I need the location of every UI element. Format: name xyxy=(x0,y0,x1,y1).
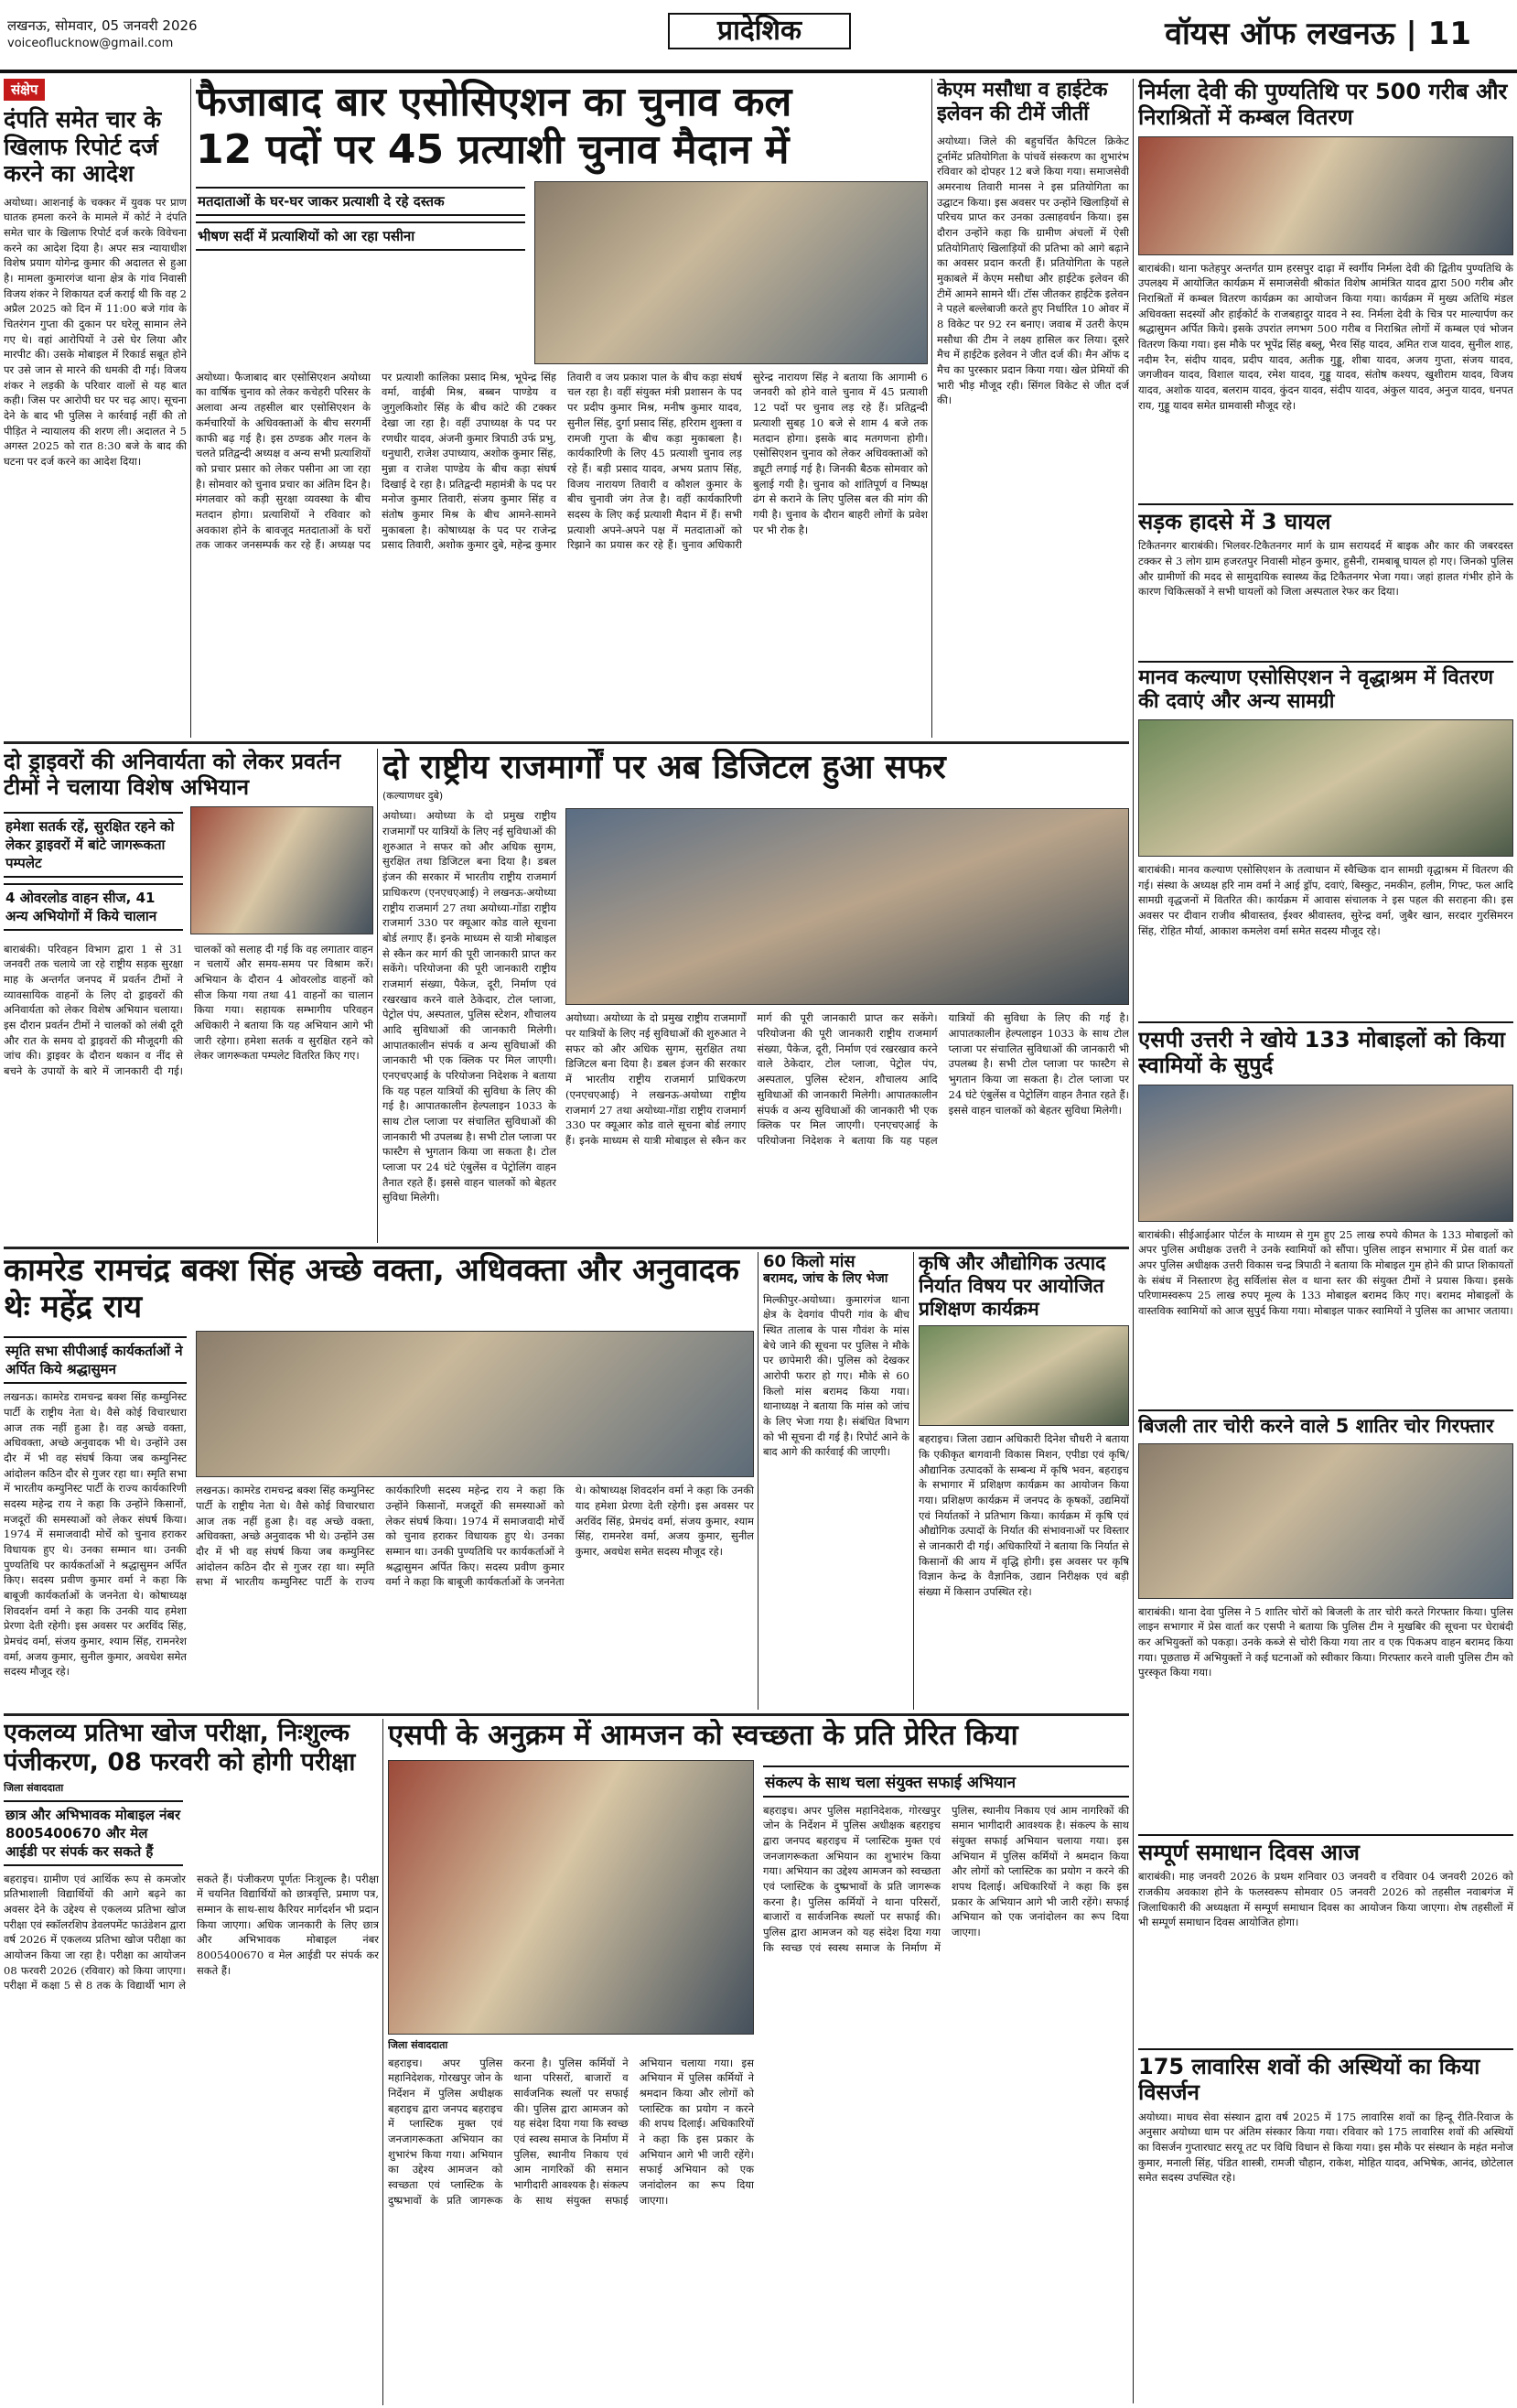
drivers-article xyxy=(4,749,373,1243)
lawaris-article xyxy=(1138,2048,1513,2405)
highway-article xyxy=(382,749,1129,1243)
accident-article xyxy=(1138,503,1513,659)
swachhta-photo xyxy=(388,1760,754,2035)
highway-body-2: अयोध्या। अयोध्या के दो प्रमुख राष्ट्रीय राजमार्गों पर यात्रियों के लिए नई सुविधाओं की शुरुआत ने सफर को और अधिक सुगम, सुरक्षित तथा डिजिटल बना दिया है। डबल इंजन की सरकार में भारतीय राष्ट्रीय राजमार्ग प्राधिकरण (एनएचएआई) ने लखनऊ-अयोध्या राष्ट्रीय राजमार्ग 27 तथा अयोध्या-गोंडा राष्ट्रीय राजमार्ग 330 पर क्यूआर कोड वाले सूचना बोर्ड लगाए हैं। इनके माध्यम से यात्री मोबाइल से स्कैन कर मार्ग की पूरी जानकारी प्राप्त कर सकेंगे। परियोजना की पूरी जानकारी राष्ट्रीय राजमार्ग संख्या, पैकेज, दूरी, निर्माण एवं रखरखाव करने वाले ठेकेदार, टोल प्लाजा, पेट्रोल पंप, अस्पताल, पुलिस स्टेशन, शौचालय आदि सुविधाओं की जानकारी मिलेगी। आपातकालीन संपर्क व अन्य सुविधाओं की जानकारी भी एक क्लिक पर मिल जाएगी। एनएचएआई के परियोजना निदेशक ने बताया कि यह पहल यात्रियों की सुविधा के लिए की गई है। आपातकालीन हेल्पलाइन 1033 के साथ टोल प्लाजा पर संचालित सुविधाओं की जानकारी भी उपलब्ध है। सभी टोल प्लाजा पर फास्टैग से भुगतान किया जा सकता है। टोल प्लाजा पर 24 घंटे एंबुलेंस व पेट्रोलिंग वाहन तैनात रहते हैं। इससे वाहन चालकों को बेहतर सुविधा मिलेगी। xyxy=(565,1011,1129,1147)
wire-headline: बिजली तार चोरी करने वाले 5 शातिर चोर गिरफ्तार xyxy=(1138,1409,1513,1438)
lead-body: अयोध्या। फैजाबाद बार एसोसिएशन अयोध्या का वार्षिक चुनाव को लेकर कचेहरी परिसर के अलावा अन्य तहसील बार एसोसिएशन के कर्मचारियों के अधिवक्ताओं के बीच सरगर्मी काफी बढ़ गई है। इस ठण्डक और गलन के चलते प्रतिद्वन्दी अध्यक्ष व अन्य सभी प्रत्याशियों को प्रचार प्रसार को लेकर पसीना आ जा रहा है। सोमवार को चुनाव प्रचार का अंतिम दिन है। मंगलवार को कड़ी सुरक्षा व्यवस्था के बीच मतदान होगा। प्रत्याशियों ने रविवार को अवकाश होने के बावजूद मतदाताओं के घरों तक जाकर जनसम्पर्क कर रहे हैं। अध्यक्ष पद पर प्रत्याशी कालिका प्रसाद मिश्र, भूपेन्द्र सिंह वर्मा, वाईबी मिश्र, बब्बन पाण्डेय व जुगुलकिशोर सिंह के बीच कांटे की टक्कर देखा जा रहा है। वहीं उपाध्यक्ष के पद पर रणधीर यादव, अंजनी कुमार त्रिपाठी उर्फ प्रभु, धनुधारी, राजेश उपाध्याय, अशोक कुमार सिंह, मुन्ना व राजेश पाण्डेय के बीच कड़ा संघर्ष दिखाई दे रहा है। प्रतिद्वन्दी महामंत्री के पद पर मनोज कुमार तिवारी, संजय कुमार सिंह व संतोष कुमार मिश्र के बीच आमने-सामने मुकाबला है। कोषाध्यक्ष के पद पर राजेन्द्र प्रसाद तिवारी, अशोक कुमार दुबे, महेन्द्र कुमार तिवारी व जय प्रकाश पाल के बीच कड़ा संघर्ष चल रहा है। वहीं संयुक्त मंत्री प्रशासन के पद पर प्रदीप कुमार मिश्र, मनीष कुमार यादव, सुनील सिंह, दुर्गा प्रसाद सिंह, हरिराम शुक्ला व रामजी गुप्ता के बीच कड़ा मुकाबला है। कार्यकारिणी के लिए 45 प्रत्याशी चुनाव लड़ रहे हैं। बड़ी प्रसाद यादव, अभय प्रताप सिंह, विजय नारायण तिवारी व कौशल कुमार के बीच चुनावी जंग तेज है। वहीं कार्यकारिणी सदस्य के लिए कई प्रत्याशी मैदान में हैं। सभी प्रत्याशी अपने-अपने पक्ष में मतदाताओं को रिझाने का प्रयास कर रहे हैं। चुनाव अधिकारी सुरेन्द्र नारायण सिंह ने बताया कि आगामी 6 जनवरी को होने वाले चुनाव में 45 प्रत्याशी 12 पदों पर चुनाव लड़ रहे हैं। प्रतिद्वन्दी प्रत्याशी सुबह 10 बजे से शाम 4 बजे तक मतदान होगा। इसके बाद मतगणना होगी। एसोसिएशन चुनाव को लेकर अधिवक्ताओं को ड्यूटी लगाई गई है। जिनकी बैठक सोमवार को बुलाई गयी है। चुनाव को शांतिपूर्ण व निष्पक्ष ढंग से कराने के लिए पुलिस बल की मांग की गयी है। चुनाव के दौरान बाहरी लोगों के प्रवेश पर भी रोक है। xyxy=(196,370,928,552)
cricket-body: अयोध्या। जिले की बहुचर्चित कैपिटल क्रिकेट टूर्नामेंट प्रतियोगिता के पांचवें संस्करण का शुभारंभ रविवार को दोपहर 12 बजे किया गया। समाजसेवी अमरनाथ तिवारी मानस ने इस प्रतियोगिता का उद्घाटन किया। इस अवसर पर उन्होंने खिलाड़ियों से परिचय प्राप्त कर उनका उत्साहवर्धन किया। इस दौरान उन्होंने कहा कि ग्रामीण अंचलों में ऐसी प्रतियोगिताएं खिलाड़ियों की प्रतिभा को आगे बढ़ाने का अवसर प्रदान करती हैं। प्रतियोगिता के पहले मुकाबले में केएम मसौधा और हाईटेक इलेवन की टीमें आमने सामने थीं। टॉस जीतकर हाईटेक इलेवन ने पहले बल्लेबाजी करते हुए निर्धारित 10 ओवर में 8 विकेट पर 92 रन बनाए। जवाब में उतरी केएम मसौधा की टीम ने लक्ष्य हासिल कर लिया। दूसरे मैच में हाईटेक इलेवन ने जीत दर्ज की। मैन ऑफ द मैच का पुरस्कार प्रदान किया गया। खेल प्रेमियों की भारी भीड़ मौजूद रही। सिंगल विकेट से जीत दर्ज की। xyxy=(937,134,1129,407)
krishi-headline: कृषि और औद्योगिक उत्पाद निर्यात विषय पर आयोजित प्रशिक्षण कार्यक्रम xyxy=(919,1252,1106,1320)
accident-headline: सड़क हादसे में 3 घायल xyxy=(1138,503,1513,535)
meat-headline-2: बरामद, जांच के लिए भेजा xyxy=(763,1271,888,1287)
lead-article xyxy=(196,79,928,738)
section-title: प्रादेशिक xyxy=(668,13,851,49)
sankshep-headline: दंपति समेत चार के खिलाफ रिपोर्ट दर्ज करने का आदेश xyxy=(4,106,162,187)
lead-highlight-2: भीषण सर्दी में प्रत्याशियों को आ रहा पसीना xyxy=(196,221,525,251)
highway-headline: दो राष्ट्रीय राजमार्गों पर अब डिजिटल हुआ सफर xyxy=(382,749,946,786)
comrade-body-2: लखनऊ। कामरेड रामचन्द्र बक्श सिंह कम्युनिस्ट पार्टी के राष्ट्रीय नेता थे। वैसे कोई विचारधारा आज तक नहीं हुआ है। वह अच्छे वक्ता, अधिवक्ता, अच्छे अनुवादक भी थे। उन्होंने उस दौर में भी वह संघर्ष किया जब कम्युनिस्ट आंदोलन कठिन दौर से गुजर रहा था। स्मृति सभा में भारतीय कम्युनिस्ट पार्टी के राज्य कार्यकारिणी सदस्य महेन्द्र राय ने कहा कि उन्होंने किसानों, मजदूरों की समस्याओं को लेकर संघर्ष किया। 1974 में समाजवादी मोर्चे को चुनाव हराकर विधायक हुए थे। उनका सम्मान था। उनकी पुण्यतिथि पर कार्यकर्ताओं ने श्रद्धासुमन अर्पित किए। सदस्य प्रवीण कुमार वर्मा ने कहा कि बाबूजी कार्यकर्ताओं के जननेता थे। कोषाध्यक्ष शिवदर्शन वर्मा ने कहा कि उनकी याद हमेशा प्रेरणा देती रहेगी। इस अवसर पर अरविंद सिंह, प्रेमचंद वर्मा, संजय कुमार, श्याम सिंह, रामनरेश वर्मा, अजय कुमार, सुनील कुमार, अवधेश समेत सदस्य मौजूद रहे। xyxy=(196,1484,754,1589)
lead-headline-1: फैजाबाद बार एसोसिएशन का चुनाव कल xyxy=(196,79,792,125)
cricket-headline: केएम मसौधा व हाईटेक इलेवन की टीमें जीतीं xyxy=(937,79,1108,125)
samadhan-headline: सम्पूर्ण समाधान दिवस आज xyxy=(1138,1834,1513,1865)
krishi-body: बहराइच। जिला उद्यान अधिकारी दिनेश चौधरी ने बताया कि एकीकृत बागवानी विकास मिशन, एपीडा एवं कृषि/औद्यानिक उत्पादकों के सम्बन्ध में कृषि भवन, बहराइच के सभागार में प्रशिक्षण कार्यक्रम का आयोजन किया गया। प्रशिक्षण कार्यक्रम में जनपद के कृषकों, उद्यमियों एवं निर्यातकों ने प्रतिभाग किया। कार्यक्रम में कृषि एवं औद्योगिक उत्पादों के निर्यात की संभावनाओं पर विस्तार से जानकारी दी गई। अधिकारियों ने बताया कि निर्यात से किसानों की आय में वृद्धि होगी। इस अवसर पर कृषि विज्ञान केन्द्र के वैज्ञानिक, उद्यान निरीक्षक एवं बड़ी संख्या में किसान उपस्थित रहे। xyxy=(919,1432,1129,1599)
drivers-highlight-2: 4 ओवरलोड वाहन सीज, 41 अन्य अभियोगों में किये चालान xyxy=(4,883,183,931)
eklavya-highlight: छात्र और अभिभावक मोबाइल नंबर 8005400670 और मेल आईडी पर संपर्क कर सकते हैं xyxy=(4,1800,183,1866)
wire-photo xyxy=(1138,1443,1513,1599)
drivers-highlight-1: हमेशा सतर्क रहें, सुरक्षित रहने को लेकर ड्राइवरों में बांटे जागरूकता पम्पलेट xyxy=(4,812,183,878)
mobile-article xyxy=(1138,1021,1513,1406)
meat-headline: 60 किलो मांस xyxy=(763,1252,855,1271)
drivers-photo xyxy=(190,806,373,934)
krishi-photo xyxy=(919,1325,1129,1426)
comrade-article xyxy=(4,1252,754,1710)
meat-body: मिल्कीपुर-अयोध्या। कुमारगंज थाना क्षेत्र के देवगांव पीपरी गांव के बीच स्थित तालाब के पास गौवंश के मांस बेचे जाने की सूचना पर पुलिस ने मौके पर छापेमारी की। पुलिस को देखकर आरोपी फरार हो गए। मौके से 60 किलो मांस बरामद किया गया। थानाध्यक्ष ने बताया कि मांस को जांच के लिए भेजा गया है। संबंधित विभाग को भी सूचना दी गई है। रिपोर्ट आने के बाद आगे की कार्रवाई की जाएगी। xyxy=(763,1292,909,1459)
drivers-body: बाराबंकी। परिवहन विभाग द्वारा 1 से 31 जनवरी तक चलाये जा रहे राष्ट्रीय सड़क सुरक्षा माह के अन्तर्गत जनपद में प्रवर्तन टीमों ने व्यावसायिक वाहनों के लिए दो ड्राइवरों की अनिवार्यता को लेकर विशेष अभियान चलाया। इस दौरान प्रवर्तन टीमों ने चालकों को लंबी दूरी और रात के समय दो ड्राइवरों की मौजूदगी की जांच की। ड्राइवर के दौरान थकान व नींद से बचने के उपायों के बारे में जानकारी दी गई। चालकों को सलाह दी गई कि वह लगातार वाहन न चलायें और समय-समय पर विश्राम करें। अभियान के दौरान 4 ओवरलोड वाहनों को सीज किया गया तथा 41 वाहनों का चालान किया गया। सहायक सम्भागीय परिवहन अधिकारी ने बताया कि यह अभियान आगे भी जारी रहेगा। हमेशा सतर्क व सुरक्षित रहने को लेकर जागरूकता पम्पलेट वितरित किए गए। xyxy=(4,942,373,1077)
manav-article xyxy=(1138,661,1513,1018)
drivers-headline: दो ड्राइवरों की अनिवार्यता को लेकर प्रवर्तन टीमों ने चलाया विशेष अभियान xyxy=(4,749,341,801)
mobile-photo xyxy=(1138,1085,1513,1222)
lead-highlight-1: मतदाताओं के घर-घर जाकर प्रत्याशी दे रहे दस्तक xyxy=(196,187,525,216)
lead-headline-2: 12 पदों पर 45 प्रत्याशी चुनाव मैदान में xyxy=(196,125,790,173)
comrade-headline: कामरेड रामचंद्र बक्श सिंह अच्छे वक्ता, अधिवक्ता और अनुवादक थेः महेंद्र राय xyxy=(4,1252,739,1326)
contact-email: voiceoflucknow@gmail.com xyxy=(7,37,174,50)
manav-headline: मानव कल्याण एसोसिएशन ने वृद्धाश्रम में वितरण की दवाएं और अन्य सामग्री xyxy=(1138,661,1513,714)
swachhta-body: बहराइच। अपर पुलिस महानिदेशक, गोरखपुर जोन के निर्देशन में पुलिस अधीक्षक बहराइच द्वारा जनपद बहराइच में प्लास्टिक मुक्त एवं जनजागरूकता अभियान का शुभारंभ किया गया। अभियान का उद्देश्य आमजन को स्वच्छता एवं प्लास्टिक के दुष्प्रभावों के प्रति जागरूक करना है। पुलिस कर्मियों ने थाना परिसरों, बाजारों व सार्वजनिक स्थलों पर सफाई की। पुलिस द्वारा आमजन को यह संदेश दिया गया कि स्वच्छ एवं स्वस्थ समाज के निर्माण में पुलिस, स्थानीय निकाय एवं आम नागरिकों की समान भागीदारी आवश्यक है। संकल्प के साथ संयुक्त सफाई अभियान चलाया गया। इस अभियान में पुलिस कर्मियों ने श्रमदान किया और लोगों को प्लास्टिक का प्रयोग न करने की शपथ दिलाई। अधिकारियों ने कहा कि इस प्रकार के अभियान आगे भी जारी रहेंगे। सफाई अभियान को एक जनांदोलन का रूप दिया जाएगा। xyxy=(388,2056,754,2207)
highway-byline: (कल्याणधर दुबे) xyxy=(382,790,444,803)
highway-photo xyxy=(565,808,1129,1005)
highway-body: अयोध्या। अयोध्या के दो प्रमुख राष्ट्रीय राजमार्गों पर यात्रियों के लिए नई सुविधाओं की शुरुआत ने सफर को और अधिक सुगम, सुरक्षित तथा डिजिटल बना दिया है। डबल इंजन की सरकार में भारतीय राष्ट्रीय राजमार्ग प्राधिकरण (एनएचएआई) ने लखनऊ-अयोध्या राष्ट्रीय राजमार्ग 27 तथा अयोध्या-गोंडा राष्ट्रीय राजमार्ग 330 पर क्यूआर कोड वाले सूचना बोर्ड लगाए हैं। इनके माध्यम से यात्री मोबाइल से स्कैन कर मार्ग की पूरी जानकारी प्राप्त कर सकेंगे। परियोजना की पूरी जानकारी राष्ट्रीय राजमार्ग संख्या, पैकेज, दूरी, निर्माण एवं रखरखाव करने वाले ठेकेदार, टोल प्लाजा, पेट्रोल पंप, अस्पताल, पुलिस स्टेशन, शौचालय आदि सुविधाओं की जानकारी मिलेगी। आपातकालीन संपर्क व अन्य सुविधाओं की जानकारी भी एक क्लिक पर मिल जाएगी। एनएचएआई के परियोजना निदेशक ने बताया कि यह पहल यात्रियों की सुविधा के लिए की गई है। आपातकालीन हेल्पलाइन 1033 के साथ टोल प्लाजा पर संचालित सुविधाओं की जानकारी भी उपलब्ध है। सभी टोल प्लाजा पर फास्टैग से भुगतान किया जा सकता है। टोल प्लाजा पर 24 घंटे एंबुलेंस व पेट्रोलिंग वाहन तैनात रहते हैं। इससे वाहन चालकों को बेहतर सुविधा मिलेगी। xyxy=(382,809,556,1204)
swachhta-highlight: संकल्प के साथ चला संयुक्त सफाई अभियान xyxy=(763,1766,1129,1798)
swachhta-body-2: बहराइच। अपर पुलिस महानिदेशक, गोरखपुर जोन के निर्देशन में पुलिस अधीक्षक बहराइच द्वारा जनपद बहराइच में प्लास्टिक मुक्त एवं जनजागरूकता अभियान का शुभारंभ किया गया। अभियान का उद्देश्य आमजन को स्वच्छता एवं प्लास्टिक के दुष्प्रभावों के प्रति जागरूक करना है। पुलिस कर्मियों ने थाना परिसरों, बाजारों व सार्वजनिक स्थलों पर सफाई की। पुलिस द्वारा आमजन को यह संदेश दिया गया कि स्वच्छ एवं स्वस्थ समाज के निर्माण में पुलिस, स्थानीय निकाय एवं आम नागरिकों की समान भागीदारी आवश्यक है। संकल्प के साथ संयुक्त सफाई अभियान चलाया गया। इस अभियान में पुलिस कर्मियों ने श्रमदान किया और लोगों को प्लास्टिक का प्रयोग न करने की शपथ दिलाई। अधिकारियों ने कहा कि इस प्रकार के अभियान आगे भी जारी रहेंगे। सफाई अभियान को एक जनांदोलन का रूप दिया जाएगा। xyxy=(763,1803,1129,1954)
nirmala-headline: निर्मला देवी की पुण्यतिथि पर 500 गरीब और निराश्रितों में कम्बल वितरण xyxy=(1138,79,1508,131)
samadhan-article xyxy=(1138,1834,1513,2045)
wire-article xyxy=(1138,1409,1513,1830)
wire-body: बाराबंकी। थाना देवा पुलिस ने 5 शातिर चोरों को बिजली के तार चोरी करते गिरफ्तार किया। पुलिस लाइन सभागार में प्रेस वार्ता कर एसपी ने बताया कि पुलिस टीम ने मुखबिर की सूचना पर घेराबंदी कर अभियुक्तों को पकड़ा। उनके कब्जे से चोरी किया गया तार व एक पिकअप वाहन बरामद किया गया। पूछताछ में अभियुक्तों ने कई घटनाओं को स्वीकार किया। गिरफ्तार करने वाली पुलिस टीम को पुरस्कृत किया गया। xyxy=(1138,1604,1513,1679)
eklavya-body: बहराइच। ग्रामीण एवं आर्थिक रूप से कमजोर प्रतिभाशाली विद्यार्थियों की आगे बढ़ने का अवसर देने के उद्देश्य से एकलव्य प्रतिभा खोज परीक्षा एवं स्कॉलरशिप डेवलपमेंट फाउंडेशन द्वारा वर्ष 2026 में एकलव्य प्रतिभा खोज परीक्षा का आयोजन किया जा रहा है। परीक्षा का आयोजन 08 फरवरी 2026 (रविवार) को किया जाएगा। परीक्षा में कक्षा 5 से 8 तक के विद्यार्थी भाग ले सकते हैं। पंजीकरण पूर्णतः निःशुल्क है। परीक्षा में चयनित विद्यार्थियों को छात्रवृत्ति, प्रमाण पत्र, सम्मान के साथ-साथ कैरियर मार्गदर्शन भी प्रदान किया जाएगा। अधिक जानकारी के लिए छात्र और अभिभावक मोबाइल नंबर 8005400670 व मेल आईडी पर संपर्क कर सकते हैं। xyxy=(4,1872,379,1992)
accident-body: टिकैतनगर बाराबंकी। भिलवर-टिकैतनगर मार्ग के ग्राम सरायदर्द में बाइक और कार की जबरदस्त टक्कर से 3 लोग ग्राम हजरतपुर निवासी मोहन कुमार, हुसैनी, रामबाबू घायल हो गए। जिनको पुलिस और ग्रामीणों की मदद से सामुदायिक स्वास्थ्य केंद्र टिकैतनगर भेजा गया। जहां हालत गंभीर होने के कारण चिकित्सकों ने सभी घायलों को जिला अस्पताल रेफर कर दिया। xyxy=(1138,539,1513,599)
cricket-article xyxy=(937,79,1129,738)
lawaris-headline: 175 लावारिस शवों की अस्थियों का किया विसर्जन xyxy=(1138,2048,1513,2106)
comrade-highlight: स्मृति सभा सीपीआई कार्यकर्ताओं ने अर्पित किये श्रद्धासुमन xyxy=(4,1336,187,1384)
mobile-headline: एसपी उत्तरी ने खोये 133 मोबाइलों को किया स्वामियों के सुपुर्द xyxy=(1138,1021,1513,1079)
mobile-body: बाराबंकी। सीईआईआर पोर्टल के माध्यम से गुम हुए 25 लाख रुपये कीमत के 133 मोबाइलों को अपर पुलिस अधीक्षक उत्तरी ने उनके स्वामियों को सौंपा। पुलिस लाइन सभागार में प्रेस वार्ता कर अपर पुलिस अधीक्षक उत्तरी विकास चन्द्र त्रिपाठी ने बताया कि मोबाइल गुम होने की प्राप्त शिकायतों के संबंध में निस्तारण हेतु सर्विलांस सेल व थाना स्तर की संयुक्त टीमों ने प्रयास किया। इसके परिणामस्वरूप 25 लाख रुपए मूल्य के 133 मोबाइल बरामद किए गए। बरामद मोबाइलों के वास्तविक स्वामियों को आज सुपुर्द किया गया। मोबाइल पाकर स्वामियों ने पुलिस का आभार जताया। xyxy=(1138,1227,1513,1317)
sankshep-article xyxy=(4,79,187,738)
issue-date: लखनऊ, सोमवार, 05 जनवरी 2026 xyxy=(7,17,198,34)
nirmala-photo xyxy=(1138,136,1513,255)
samadhan-body: बाराबंकी। माह जनवरी 2026 के प्रथम शनिवार 03 जनवरी व रविवार 04 जनवरी 2026 को राजकीय अवकाश होने के फलस्वरूप सोमवार 05 जनवरी 2026 को तहसील नवाबगंज में जिलाधिकारी की अध्यक्षता में सम्पूर्ण समाधान दिवस का आयोजन किया जाएगा। शेष तहसीलों में भी सम्पूर्ण समाधान दिवस आयोजित होगा। xyxy=(1138,1870,1513,1929)
lead-photo xyxy=(534,181,928,364)
eklavya-article xyxy=(4,1719,379,2405)
paper-name: वॉयस ऑफ लखनऊ | 11 xyxy=(1165,16,1471,52)
manav-photo xyxy=(1138,719,1513,857)
krishi-article xyxy=(919,1252,1129,1710)
sankshep-body: अयोध्या। आशनाई के चक्कर में युवक पर प्राण घातक हमला करने के मामले में कोर्ट ने दंपति समेत चार के खिलाफ रिपोर्ट दर्ज करके विवेचना करने का आदेश दिया है। अपर सत्र न्यायाधीश विशेष प्रयाग योगेन्द्र कुमार की अदालत से हुआ है। मामला कुमारगंज थाना क्षेत्र के गांव निवासी विजय शंकर ने शिकायत दर्ज कराई थी कि वह 2 अप्रैल 2025 को दिन में 11:00 बजे गांव के चितरंगन गुप्ता की दुकान पर घरेलू सामान लेने गए थे। वहां आरोपियों ने उसे घेर लिया और मारपीट की। उसके मोबाइल में रिकार्ड सबूत होने पर उसे जान से मारने की धमकी दी गई। विजय शंकर ने लड़की के परिवार वालों से यह बात कही। जिस पर आरोपी घर पर चढ़ आए। सूचना देने के बाद भी पुलिस ने कार्रवाई नहीं की तो पीड़ित ने न्यायालय की शरण ली। अदालत ने 5 अगस्त 2025 को रात 8:30 बजे के बाद की घटना पर दर्ज करने का आदेश दिया। xyxy=(4,195,187,468)
meat-article xyxy=(763,1252,909,1710)
masthead xyxy=(0,0,1517,73)
lawaris-body: अयोध्या। माधव सेवा संस्थान द्वारा वर्ष 2025 में 175 लावारिस शवों का हिन्दू रीति-रिवाज के अनुसार अयोध्या धाम पर अंतिम संस्कार किया गया। रविवार को 175 लावारिस शवों की अस्थियों का विसर्जन गुप्तारघाट सरयू तट पर विधि विधान से किया गया। इस मौके पर संस्थान के महंत मनोज कुमार, मनाली सिंह, पंडित शास्त्री, रामजी चौहान, राकेश, मोहित यादव, अभिषेक, आनंद, छोटेलाल समेत सदस्य उपस्थित रहे। xyxy=(1138,2110,1513,2185)
comrade-body: लखनऊ। कामरेड रामचन्द्र बक्श सिंह कम्युनिस्ट पार्टी के राष्ट्रीय नेता थे। वैसे कोई विचारधारा आज तक नहीं हुआ है। वह अच्छे वक्ता, अधिवक्ता, अच्छे अनुवादक भी थे। उन्होंने उस दौर में भी वह संघर्ष किया जब कम्युनिस्ट आंदोलन कठिन दौर से गुजर रहा था। स्मृति सभा में भारतीय कम्युनिस्ट पार्टी के राज्य कार्यकारिणी सदस्य महेन्द्र राय ने कहा कि उन्होंने किसानों, मजदूरों की समस्याओं को लेकर संघर्ष किया। 1974 में समाजवादी मोर्चे को चुनाव हराकर विधायक हुए थे। उनका सम्मान था। उनकी पुण्यतिथि पर कार्यकर्ताओं ने श्रद्धासुमन अर्पित किए। सदस्य प्रवीण कुमार वर्मा ने कहा कि बाबूजी कार्यकर्ताओं के जननेता थे। कोषाध्यक्ष शिवदर्शन वर्मा ने कहा कि उनकी याद हमेशा प्रेरणा देती रहेगी। इस अवसर पर अरविंद सिंह, प्रेमचंद वर्मा, संजय कुमार, श्याम सिंह, रामनरेश वर्मा, अजय कुमार, सुनील कुमार, अवधेश समेत सदस्य मौजूद रहे। xyxy=(4,1390,187,1679)
eklavya-byline: जिला संवाददाता xyxy=(4,1781,64,1794)
eklavya-headline: एकलव्य प्रतिभा खोज परीक्षा, निःशुल्क पंजीकरण, 08 फरवरी को होगी परीक्षा xyxy=(4,1719,356,1776)
nirmala-article xyxy=(1138,79,1513,500)
swachhta-article xyxy=(388,1719,1129,2405)
nirmala-body: बाराबंकी। थाना फतेहपुर अन्तर्गत ग्राम हरसपुर दाढ़ा में स्वर्गीय निर्मला देवी की द्वितीय पुण्यतिथि के उपलक्ष्य में आयोजित कार्यक्रम में समाजसेवी श्रीकांत विशेष आमंत्रित यादव द्वारा 500 गरीब और निराश्रितों में कम्बल वितरण कार्यक्रम का आयोजन किया गया। कार्यक्रम में मुख्य अतिथि मंडल अधिवक्ता सदस्यों और हाईकोर्ट के राजबहादुर यादव ने स्व. निर्मला देवी के चित्र पर माल्यार्पण कर श्रद्धासुमन अर्पित किये। इसके उपरांत लगभग 500 गरीब व निराश्रित लोगों में कम्बल एवं भोजन वितरण किया गया। इस मौके पर भूपेंद्र सिंह बब्लू, भैरव सिंह यादव, अमित राज यादव, सुनील शाह, नदीम रैन, संदीप यादव, प्रदीप यादव, अतीक गुड्डू, शीबा यादव, अजय गुप्ता, संजय यादव, जगजीवन यादव, विशाल यादव, रमेश यादव, गुड्डू यादव, संतोष कश्यप, खुशीराम यादव, विजय यादव, अशोक यादव, बलराम यादव, कुंदन यादव, संदीप यादव, अंकुल यादव, अनुज यादव, धनपत राय, गुड्डू यादव समेत ग्रामवासी मौजूद रहे। xyxy=(1138,261,1513,412)
comrade-photo xyxy=(196,1331,754,1477)
swachhta-byline: जिला संवाददाता xyxy=(388,2038,448,2051)
sankshep-tag: संक्षेप xyxy=(4,79,45,101)
swachhta-headline: एसपी के अनुक्रम में आमजन को स्वच्छता के प्रति प्रेरित किया xyxy=(388,1719,1018,1752)
manav-body: बाराबंकी। मानव कल्याण एसोसिएशन के तत्वाधान में स्वैच्छिक दान सामग्री वृद्धाश्रम में वितरण की गई। संस्था के अध्यक्ष हरि नाम वर्मा ने आई ड्रॉप, दवाएं, बिस्कुट, नमकीन, हलीम, गिफ्ट, फल आदि सामग्री वृद्धजनों में वितरित की। कार्यक्रम में आवास संचालक ने इस पहल की सराहना की। इस अवसर पर दीवान राजीव श्रीवास्तव, ईश्वर श्रीवास्तव, सुरेन्द्र वर्मा, जुबैर खान, सरदार गुरसिमरन सिंह, रोहित मौर्या, आकाश कमलेश वर्मा समेत सदस्य मौजूद रहे। xyxy=(1138,862,1513,937)
